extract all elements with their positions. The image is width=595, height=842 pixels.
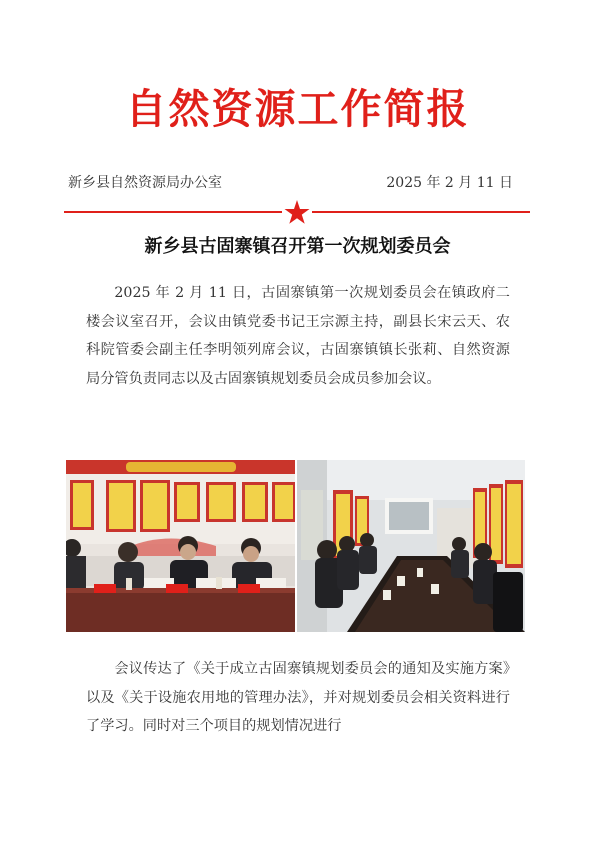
article-headline: 新乡县古固寨镇召开第一次规划委员会 [144,236,451,257]
divider-left [64,211,282,213]
paragraph-meeting-content: 会议传达了《关于成立古固寨镇规划委员会的通知及实施方案》以及《关于设施农用地的管理办法》，并对规划委员会相关资料进行了学习。同时对三个项目的规划情况进行 [86,661,510,734]
divider-right [312,211,530,213]
issue-date: 2025 年 2 月 11 日 [386,175,513,191]
meeting-photo-conference-room [297,460,525,632]
issuing-office: 新乡县自然资源局办公室 [68,175,222,191]
paragraph-intro: 2025 年 2 月 11 日，古固寨镇第一次规划委员会在镇政府二楼会议室召开，会议由镇党委书记王宗源主持，副县长宋云天、农科院管委会副主任李明领列席会议，古固寨镇镇长张莉、自然资源局分管负责同志以及古固寨镇规划委员会成员参加会议。 [86,285,510,387]
meeting-photo-front-row [66,460,295,632]
masthead-title: 自然资源工作简报 [125,85,470,133]
red-star-icon [284,199,310,225]
